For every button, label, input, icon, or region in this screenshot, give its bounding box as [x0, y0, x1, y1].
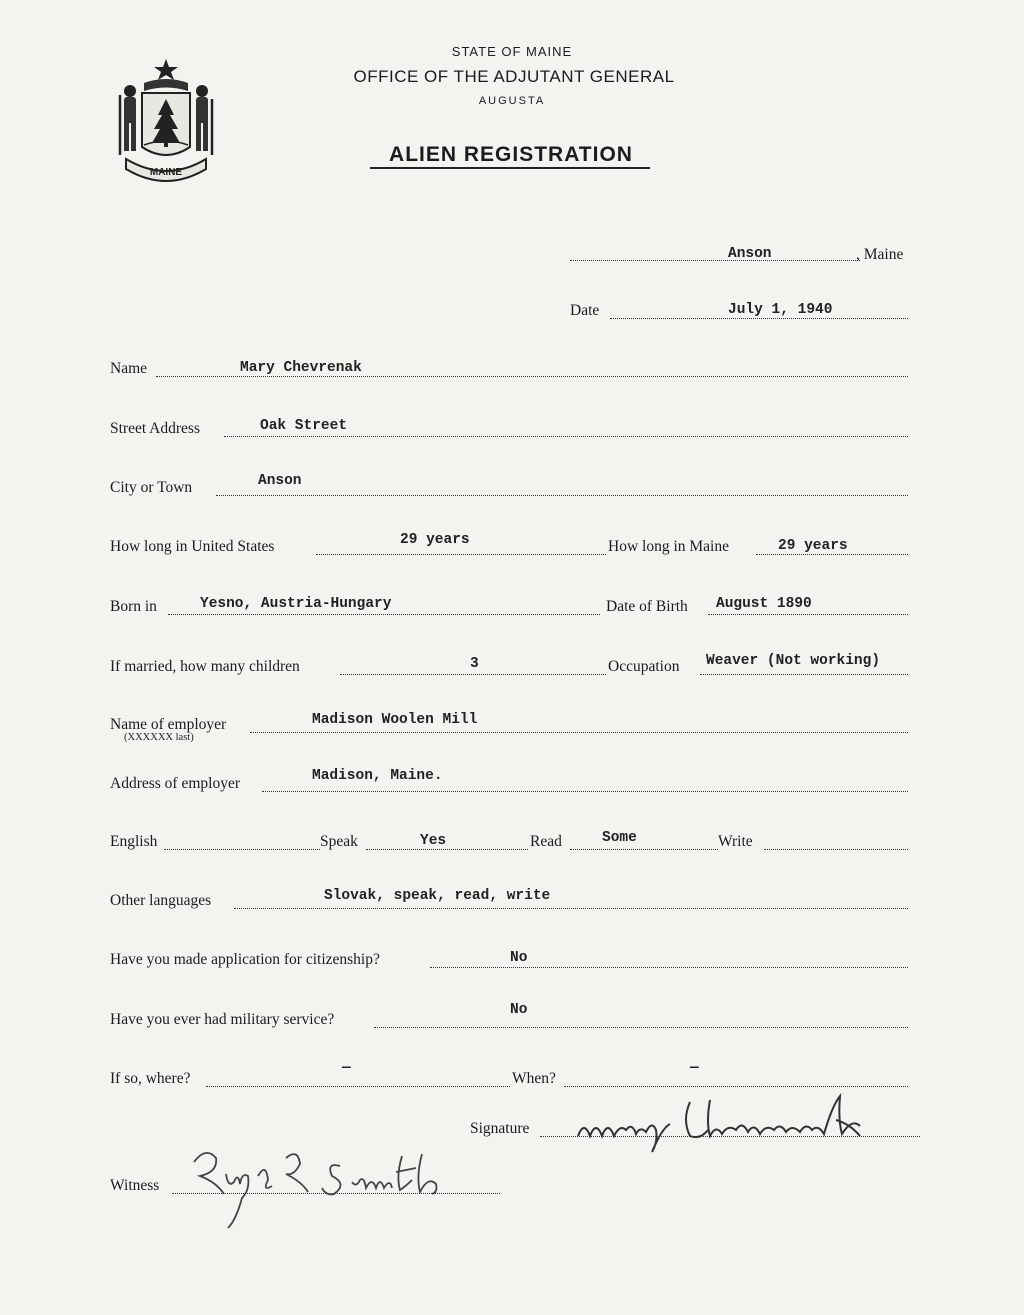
military-value: No	[510, 1002, 528, 1018]
state-suffix: , Maine	[856, 246, 904, 263]
children-dotted-line	[340, 674, 606, 675]
date-label: Date	[570, 302, 600, 319]
town-value: Anson	[728, 246, 772, 262]
dob-label: Date of Birth	[606, 598, 688, 615]
date-value: July 1, 1940	[728, 302, 833, 318]
city-value: Anson	[258, 473, 302, 489]
citizenship-value: No	[510, 950, 528, 966]
name-dotted-line	[156, 376, 908, 377]
street-dotted-line	[224, 436, 908, 437]
employer-address-dotted-line	[262, 791, 908, 792]
maine-seal-logo	[112, 55, 220, 185]
date-dotted-line	[610, 318, 908, 319]
born-in-value: Yesno, Austria-Hungary	[200, 596, 392, 612]
write-dotted-line	[764, 849, 908, 850]
other-languages-label: Other languages	[110, 892, 212, 909]
employer-address-value: Madison, Maine.	[312, 768, 443, 784]
us-duration-dotted-line	[316, 554, 606, 555]
children-label: If married, how many children	[110, 658, 300, 675]
witness-signature	[176, 1136, 476, 1230]
city-dotted-line	[216, 495, 908, 496]
born-in-dotted-line	[168, 614, 600, 615]
maine-duration-value: 29 years	[778, 538, 848, 554]
us-duration-value: 29 years	[400, 532, 470, 548]
speak-dotted-line	[366, 849, 528, 850]
maine-duration-label: How long in Maine	[608, 538, 729, 555]
other-languages-value: Slovak, speak, read, write	[324, 888, 551, 904]
occupation-label: Occupation	[608, 658, 680, 675]
speak-value: Yes	[420, 833, 447, 849]
maine-duration-dotted-line	[756, 554, 908, 555]
svg-text:MAINE: MAINE	[149, 167, 183, 178]
read-value: Some	[602, 830, 637, 846]
street-value: Oak Street	[260, 418, 348, 434]
where-dotted-line	[206, 1086, 510, 1087]
employer-value: Madison Woolen Mill	[312, 712, 478, 728]
town-dotted-line	[570, 260, 860, 261]
employer-note: (XXXXXX last)	[124, 732, 194, 743]
other-languages-dotted-line	[234, 908, 908, 909]
name-label: Name	[110, 360, 148, 377]
english-label: English	[110, 833, 158, 850]
english-dotted-line	[164, 849, 320, 850]
occupation-dotted-line	[700, 674, 908, 675]
read-dotted-line	[570, 849, 718, 850]
form-title: ALIEN REGISTRATION	[389, 143, 633, 166]
dob-value: August 1890	[716, 596, 812, 612]
employer-label: Name of employer	[110, 716, 227, 733]
header-office: OFFICE OF THE ADJUTANT GENERAL	[353, 67, 675, 86]
read-label: Read	[530, 833, 562, 850]
write-label: Write	[718, 833, 753, 850]
citizenship-label: Have you made application for citizenship?	[110, 951, 380, 968]
name-value: Mary Chevrenak	[240, 360, 362, 376]
children-value: 3	[470, 656, 479, 672]
occupation-value: Weaver (Not working)	[706, 653, 881, 669]
us-duration-label: How long in United States	[110, 538, 275, 555]
where-label: If so, where?	[110, 1070, 191, 1087]
header-city: AUGUSTA	[478, 95, 546, 107]
signature-label: Signature	[470, 1120, 530, 1137]
employer-address-label: Address of employer	[110, 775, 240, 792]
employer-dotted-line	[250, 732, 908, 733]
where-value: —	[342, 1060, 351, 1076]
title-underline	[370, 167, 650, 169]
when-label: When?	[512, 1070, 556, 1087]
header-state: STATE OF MAINE	[451, 44, 573, 59]
witness-label: Witness	[110, 1177, 160, 1194]
street-label: Street Address	[110, 420, 200, 437]
when-value: —	[690, 1060, 699, 1076]
applicant-signature	[560, 1080, 950, 1160]
city-label: City or Town	[110, 479, 193, 496]
dob-dotted-line	[708, 614, 908, 615]
military-dotted-line	[374, 1027, 908, 1028]
citizenship-dotted-line	[430, 967, 908, 968]
military-label: Have you ever had military service?	[110, 1011, 335, 1028]
speak-label: Speak	[320, 833, 358, 850]
born-in-label: Born in	[110, 598, 157, 615]
